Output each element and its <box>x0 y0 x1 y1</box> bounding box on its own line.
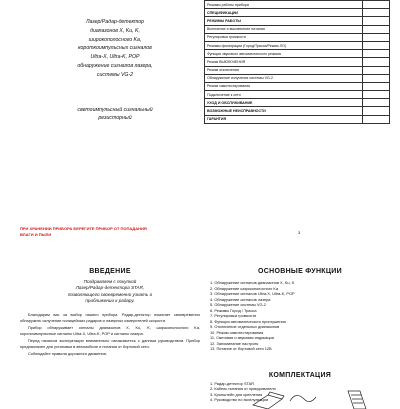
item-number: 4. <box>210 396 215 402</box>
warning-line: ПРИ ХРАНЕНИИ ПРИБОРА БЕРЕГИТЕ ПРИБОР ОТ ПОПАДАНИЯ <box>20 226 147 231</box>
toc-row <box>205 99 390 107</box>
toc-row <box>205 82 390 90</box>
item-text: Регулировка громкости <box>214 313 257 318</box>
toc-page <box>363 91 390 99</box>
manual-drawing <box>348 391 366 409</box>
toc-page <box>363 25 390 33</box>
intro-paragraph: Благодарим вас за выбор нашего прибора. Радар-детектор помогает своевременно обнаружить излучение полицейских радаров и лазерных измерителей скорости. <box>20 312 200 324</box>
item-text: Отключение отдельных диапазонов <box>214 324 280 329</box>
toc-row <box>205 91 390 99</box>
intro-lead-line: Поздравляем с покупкой <box>83 279 137 284</box>
detector-drawing <box>253 395 282 409</box>
toc-page <box>363 99 390 107</box>
storage-warning <box>20 226 205 238</box>
warning-line: ВЛАГИ И ПЫЛИ <box>20 231 52 237</box>
intro-paragraph: Соблюдайте правила дорожного движения. <box>28 350 107 356</box>
toc-label: УХОД И ОБСЛУЖИВАНИЕ <box>205 99 363 107</box>
toc-page <box>363 41 390 49</box>
toc-page <box>363 115 390 123</box>
toc-page <box>363 82 390 90</box>
cable-drawing <box>290 395 316 401</box>
item-text: Функция автоматического приглушения <box>214 318 286 324</box>
toc-row <box>205 58 390 66</box>
intro-lead-line: приближении к радару. <box>85 298 135 304</box>
item-text: Запоминание настроек <box>216 340 259 346</box>
toc-page <box>363 74 390 82</box>
toc-label: Подключение к сети <box>205 91 363 99</box>
toc-label: Обнаружение излучения системы VG-2 <box>205 74 363 82</box>
intro-body <box>20 312 200 357</box>
table-of-contents <box>204 0 390 124</box>
toc-page <box>363 9 390 17</box>
item-text: Обнаружение сигналов диапазонов X, Ku, K <box>214 280 295 285</box>
item-number: 8. <box>210 318 215 324</box>
item-text: Режим самотестирования <box>216 329 264 335</box>
toc-row <box>205 41 390 49</box>
intro-lead-line: позволяющего своевременно узнать о <box>67 291 153 297</box>
toc-label: Режимы работы прибора <box>205 1 363 9</box>
item-text: Радар-детектор STAR <box>214 381 255 386</box>
toc-page <box>363 107 390 115</box>
item-text: Кабель питания от прикуривателя <box>214 386 276 392</box>
cover-title-line: диапазонов X, Ku, K, <box>90 27 140 34</box>
item-number: 4. <box>210 296 215 302</box>
cover-subtitle <box>40 106 190 122</box>
item-number: 5. <box>210 302 215 307</box>
item-number: 3. <box>210 391 215 397</box>
functions-heading: ОСНОВНЫЕ ФУНКЦИИ <box>258 268 342 275</box>
toc-row <box>205 33 390 41</box>
cover-subtitle-line: светоимпульсный сигнальный <box>77 107 153 113</box>
item-number: 6. <box>210 307 215 313</box>
toc-label: Режим самотестирования <box>205 82 363 90</box>
item-text: Световая и звуковая индикация <box>216 335 274 340</box>
item-text: Режимы Город / Трасса <box>214 307 257 313</box>
toc-row <box>205 66 390 74</box>
toc-row <box>205 50 390 58</box>
item-number: 1. <box>210 381 215 386</box>
item-number: 9. <box>210 324 215 329</box>
kit-heading: КОМПЛЕКТАЦИЯ <box>268 372 332 379</box>
kit-illustration <box>248 387 398 409</box>
item-text: Кронштейн для крепления <box>214 391 263 397</box>
toc-page <box>363 50 390 58</box>
item-number: 2. <box>210 386 215 392</box>
intro-lead-line: Лазер/Радар-детектора STAR, <box>75 285 145 291</box>
item-number: 2. <box>210 285 215 291</box>
toc-label: ГАРАНТИЯ <box>205 115 363 123</box>
toc-row <box>205 17 390 25</box>
cover-title-line: широкополосного Ka, <box>88 36 142 43</box>
intro-lead <box>20 279 200 305</box>
toc-page <box>363 66 390 74</box>
item-text: Обнаружение сигналов лазера <box>214 296 271 302</box>
toc-label: ВОЗМОЖНЫЕ НЕИСПРАВНОСТИ <box>205 107 363 115</box>
toc-row <box>205 115 390 123</box>
functions-list <box>210 280 390 352</box>
item-text: Обнаружение сигналов Ultra-X, Ultra-K, POP <box>214 291 295 296</box>
toc-label: Функция звукового автоматического режима <box>205 50 363 58</box>
item-number: 1. <box>210 280 215 285</box>
item-number: 13. <box>210 346 217 351</box>
toc-row <box>205 107 390 115</box>
item-text: Питание от бортовой сети 12В <box>216 346 272 351</box>
function-item <box>210 346 390 352</box>
toc-label: СПЕЦИФИКАЦИИ <box>205 9 363 17</box>
intro-heading: ВВЕДЕНИЕ <box>89 268 131 275</box>
toc-page <box>363 1 390 9</box>
page-number: 3 <box>298 230 301 235</box>
toc-label: Режимы фильтрации (Город/Трасса/Режим ЛО) <box>205 41 363 49</box>
cover-title-line: обнаружение сигналов лазера, <box>77 62 153 69</box>
toc-row <box>205 1 390 9</box>
cover-title <box>40 18 190 80</box>
item-text: Обнаружение системы VG-2 <box>214 302 266 307</box>
toc-page <box>363 58 390 66</box>
item-number: 11. <box>210 335 217 340</box>
item-text: Руководство по эксплуатации <box>214 396 269 402</box>
item-number: 7. <box>210 313 215 318</box>
toc-label: Включение и выключение питания <box>205 25 363 33</box>
toc-row <box>205 74 390 82</box>
toc-label: Режим ВЫКЛЮЧЕНИЯ <box>205 58 363 66</box>
item-text: Обнаружение широкополосного Ka <box>214 285 279 291</box>
cover-title-line: Лазер/Радар-детектор <box>85 19 145 25</box>
cover-title-line: Ultra-X, Ultra-K, POP <box>90 54 140 61</box>
cover-title-line: системы VG-2 <box>96 71 134 78</box>
toc-label: Режим отключения <box>205 66 363 74</box>
item-number: 3. <box>210 291 215 296</box>
item-number: 10. <box>210 329 217 335</box>
intro-paragraph: Перед началом эксплуатации внимательно ознакомьтесь с данным руководством. Прибор предназначен для установки в автомобиле и питания от бортовой сети. <box>20 337 200 350</box>
cover-title-line: короткоимпульсных сигналов <box>78 45 152 52</box>
toc-page <box>363 17 390 25</box>
toc-row <box>205 9 390 17</box>
item-number: 12. <box>210 340 217 346</box>
cover-subtitle-line: резисторный <box>98 115 132 121</box>
toc-label: Регулировка громкости <box>205 33 363 41</box>
toc-row <box>205 25 390 33</box>
toc-label: РЕЖИМЫ РАБОТЫ <box>205 17 363 25</box>
intro-paragraph: Прибор обнаруживает сигналы диапазонов X, Ku, K, широкополосного Ka, короткоимпульсные сигналы Ultra-X, Ultra-K, POP и сигналы лазера. <box>20 324 200 337</box>
toc-page <box>363 33 390 41</box>
